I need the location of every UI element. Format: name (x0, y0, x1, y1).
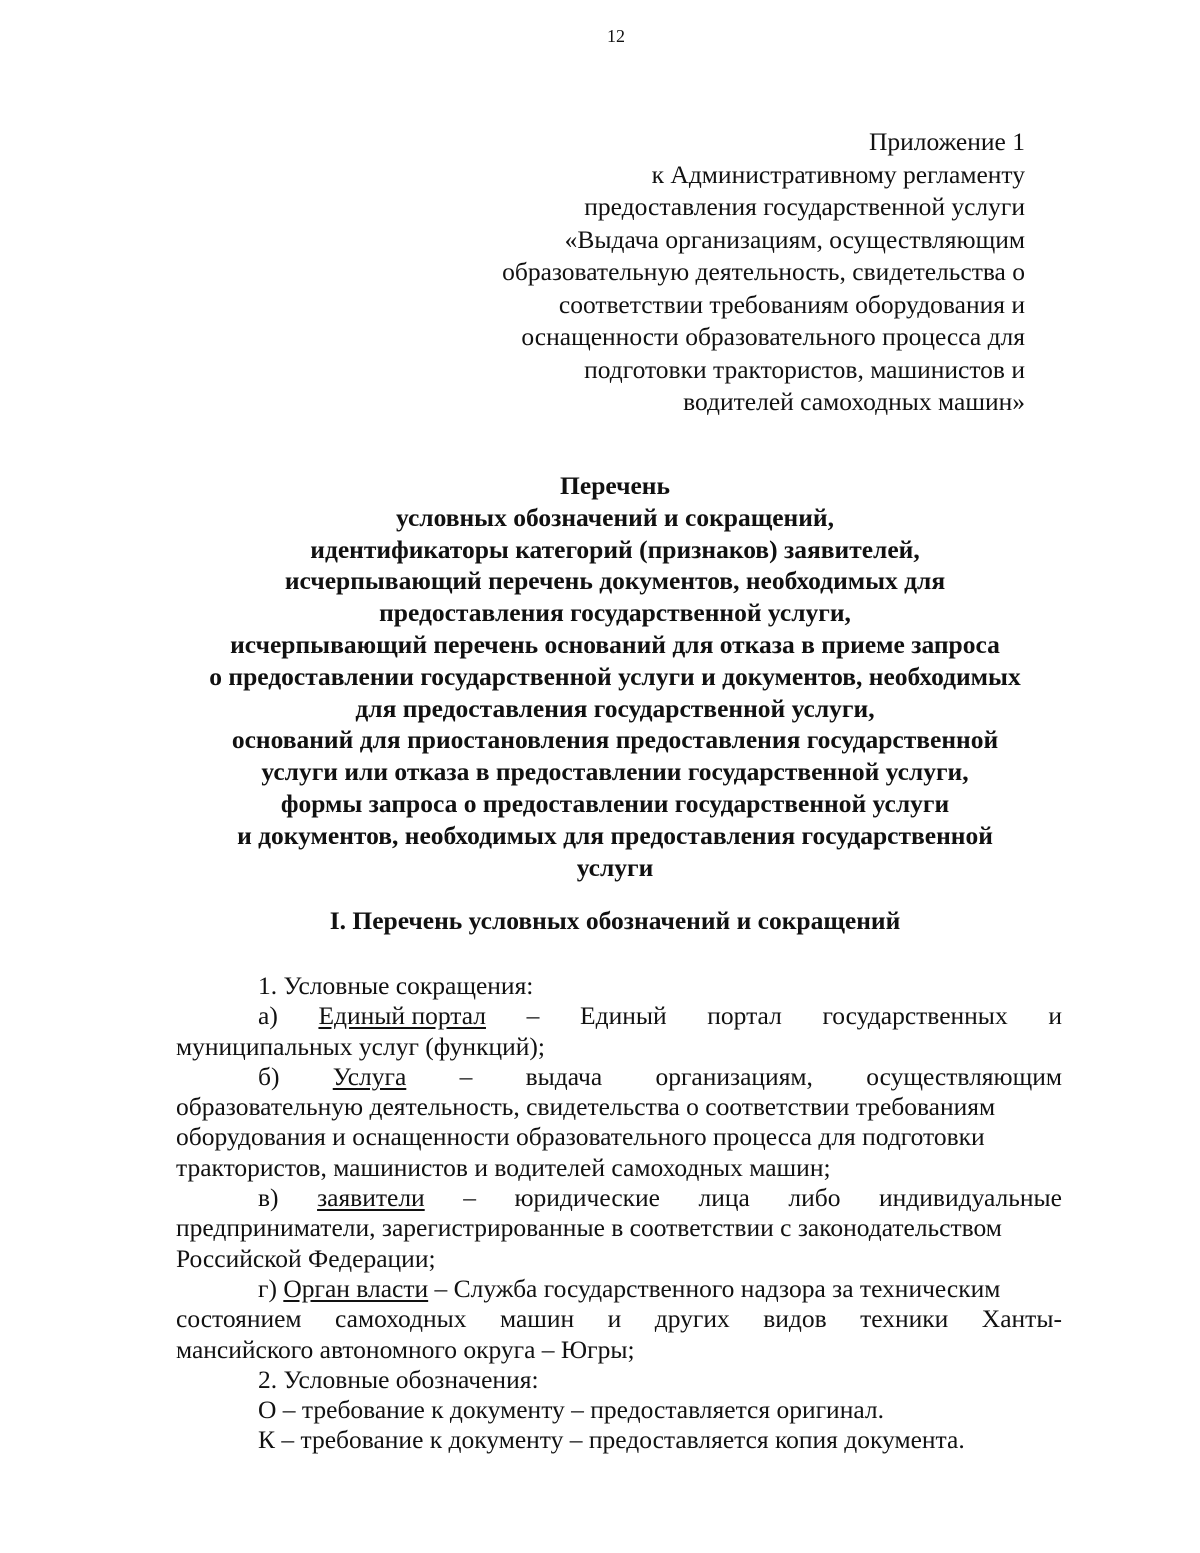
definition-b-line3: оборудования и оснащенности образовательного процесса для подготовки (176, 1122, 985, 1152)
page-number: 12 (607, 26, 625, 46)
definition-a-line2: муниципальных услуг (функций); (176, 1031, 545, 1061)
appendix-line: соответствии требованиям оборудования и (558, 289, 1025, 319)
item2-label: 2. Условные обозначения: (258, 1364, 539, 1394)
definition-b-word: выдача (525, 1061, 603, 1091)
definition-b-prefix: б) (258, 1061, 280, 1091)
title-line: Перечень (560, 471, 670, 500)
appendix-line: водителей самоходных машин» (683, 387, 1025, 416)
appendix-line: оснащенности образовательного процесса для (521, 322, 1025, 351)
appendix-line: образовательную деятельность, свидетельства о (502, 257, 1025, 286)
title-line: исчерпывающий перечень оснований для отказа в приеме запроса (230, 629, 1000, 659)
definition-a-word: и (1048, 1001, 1062, 1031)
section-heading: I. Перечень условных обозначений и сокращений (329, 906, 901, 935)
definition-d-word: других (654, 1304, 730, 1334)
symbol-k-line: К – требование к документу – предоставляется копия документа. (258, 1425, 965, 1455)
appendix-header (385, 126, 1025, 419)
definition-d-word: машин (499, 1304, 575, 1334)
definition-b-term: Услуга (332, 1061, 407, 1091)
definition-a-prefix: а) (258, 1001, 278, 1031)
definition-b-word: организациям, (655, 1061, 813, 1091)
definition-c-line3: Российской Федерации; (176, 1243, 436, 1273)
title-line: формы запроса о предоставлении государственной услуги (280, 788, 950, 818)
appendix-line: подготовки трактористов, машинистов и (584, 354, 1025, 384)
definition-d-line2 (176, 1304, 1062, 1334)
title-line: и документов, необходимых для предоставления государственной (237, 820, 993, 850)
definition-c-word: лица (698, 1183, 750, 1213)
definition-c-word: индивидуальные (879, 1183, 1062, 1213)
definition-c-prefix: в) (258, 1183, 279, 1213)
definition-a-word: государственных (822, 1001, 1008, 1031)
definition-c-dash: – (463, 1183, 476, 1213)
title-line: идентификаторы категорий (признаков) заявителей, (310, 534, 920, 564)
appendix-line: Приложение 1 (869, 127, 1025, 156)
definition-d-line1 (176, 1274, 1062, 1304)
title-line: условных обозначений и сокращений, (396, 502, 834, 532)
document-title (120, 470, 1110, 883)
definition-d-rest: – Служба государственного надзора за техническим (434, 1273, 1001, 1303)
definition-a-term: Единый портал (318, 1001, 486, 1031)
definition-a-dash: – (526, 1001, 540, 1031)
definition-d-word: самоходных (335, 1304, 467, 1334)
appendix-line: «Выдача организациям, осуществляющим (564, 224, 1025, 254)
title-line: исчерпывающий перечень документов, необходимых для (284, 566, 946, 596)
title-line: оснований для приостановления предоставления государственной (231, 725, 999, 755)
definition-b-line1 (176, 1062, 1062, 1092)
appendix-line: к Административному регламенту (651, 159, 1025, 189)
definition-b-dash: – (459, 1061, 473, 1091)
definition-c-line2: предприниматели, зарегистрированные в соответствии с законодательством (176, 1213, 1002, 1243)
definition-b-line2: образовательную деятельность, свидетельства о соответствии требованиям (176, 1092, 996, 1122)
definition-d-word: Ханты- (981, 1304, 1062, 1334)
title-line: услуги (576, 852, 654, 882)
definition-b-word: осуществляющим (866, 1061, 1062, 1091)
appendix-line: предоставления государственной услуги (584, 192, 1025, 221)
definition-c-line1 (176, 1183, 1062, 1213)
definition-d-word: техники (860, 1304, 949, 1334)
symbol-o-line: О – требование к документу – предоставляется оригинал. (258, 1395, 884, 1425)
item1-label: 1. Условные сокращения: (258, 971, 534, 1000)
section-body (176, 971, 1062, 1456)
title-line: о предоставлении государственной услуги и документов, необходимых (209, 661, 1021, 691)
definition-d-term: Орган власти (283, 1273, 429, 1303)
definition-d-line3: мансийского автономного округа – Югры; (176, 1334, 635, 1364)
title-line: для предоставления государственной услуги, (355, 693, 875, 723)
definition-b-line4: трактористов, машинистов и водителей самоходных машин; (176, 1152, 831, 1182)
definition-d-word: состоянием (176, 1304, 302, 1334)
definition-a-line1 (176, 1001, 1062, 1031)
definition-a-word: портал (707, 1001, 782, 1031)
title-line: предоставления государственной услуги, (379, 598, 851, 628)
definition-d-word: и (607, 1304, 622, 1334)
definition-d-prefix: г) (258, 1273, 277, 1303)
definition-d-word: видов (763, 1304, 827, 1334)
definition-c-term: заявители (317, 1183, 425, 1213)
title-line: услуги или отказа в предоставлении государственной услуги, (261, 757, 969, 787)
definition-c-word: либо (788, 1183, 841, 1213)
definition-c-word: юридические (514, 1183, 661, 1213)
definition-a-word: Единый (580, 1001, 667, 1031)
